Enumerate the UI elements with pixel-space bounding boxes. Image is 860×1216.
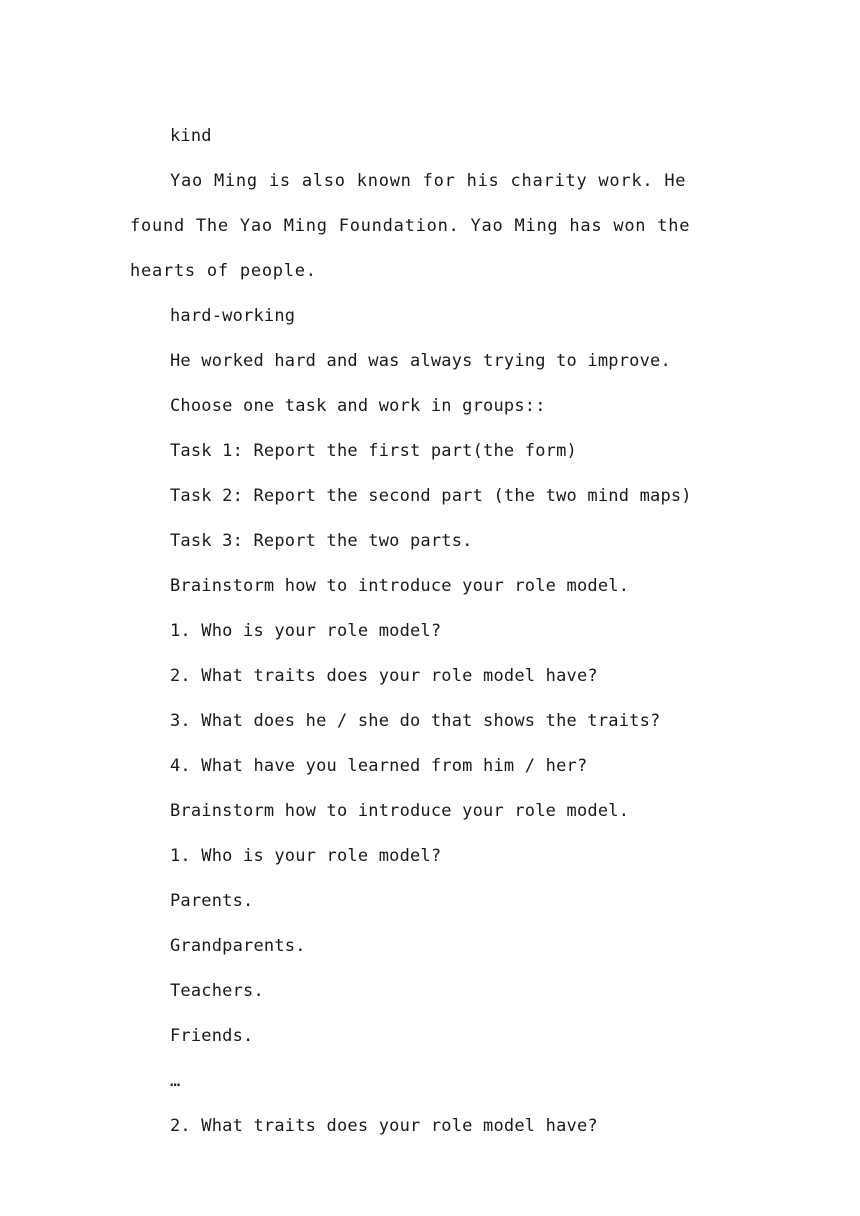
paragraph-task-3: Task 3: Report the two parts. [170, 531, 473, 551]
paragraph-brainstorm-heading-repeat: Brainstorm how to introduce your role model. [170, 801, 630, 821]
paragraph-hard-working: hard-working [170, 306, 296, 326]
paragraph-question-2-repeat: 2. What traits does your role model have? [170, 1116, 598, 1136]
document-body [130, 114, 740, 1149]
paragraph-ellipsis: … [170, 1071, 181, 1091]
paragraph-brainstorm-heading: Brainstorm how to introduce your role model. [170, 576, 630, 596]
paragraph-option-grandparents: Grandparents. [170, 936, 306, 956]
paragraph-option-teachers: Teachers. [170, 981, 264, 1001]
paragraph-question-4: 4. What have you learned from him / her? [170, 756, 588, 776]
paragraph-option-friends: Friends. [170, 1026, 254, 1046]
paragraph-worked-hard: He worked hard and was always trying to improve. [170, 351, 671, 371]
paragraph-question-1: 1. Who is your role model? [170, 621, 442, 641]
paragraph-question-2: 2. What traits does your role model have? [170, 666, 598, 686]
paragraph-question-1-repeat: 1. Who is your role model? [170, 846, 442, 866]
paragraph-choose-task: Choose one task and work in groups:: [170, 396, 546, 416]
paragraph-charity-work: Yao Ming is also known for his charity work. He found The Yao Ming Foundation. Yao Ming has won the hearts of people. [130, 171, 691, 281]
paragraph-task-2: Task 2: Report the second part (the two mind maps) [170, 486, 692, 506]
paragraph-question-3: 3. What does he / she do that shows the traits? [170, 711, 661, 731]
paragraph-option-parents: Parents. [170, 891, 254, 911]
paragraph-task-1: Task 1: Report the first part(the form) [170, 441, 577, 461]
paragraph-kind: kind [170, 126, 212, 146]
